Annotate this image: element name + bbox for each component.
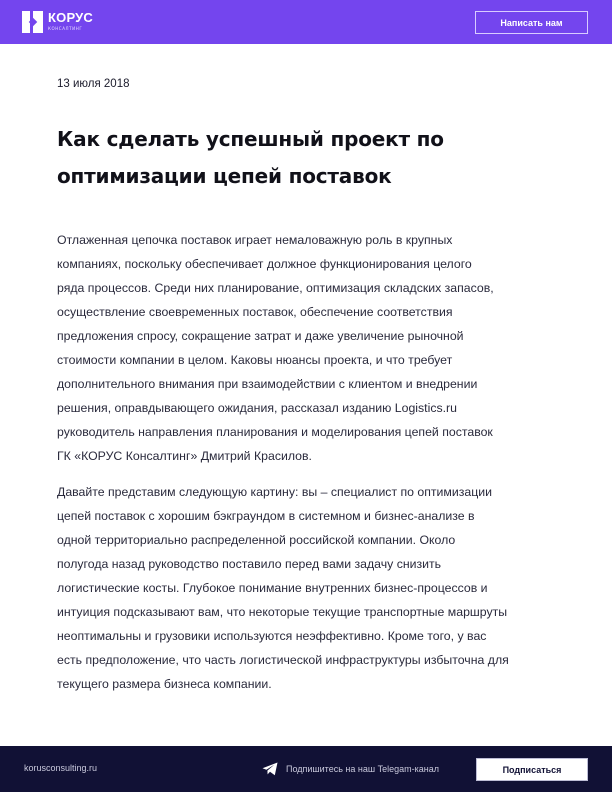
text-line: одной территориально распределенной российской компании. Около — [57, 533, 456, 547]
text-line: руководитель направления планирования и моделирования цепей поставок — [57, 425, 493, 439]
write-to-us-button[interactable]: Написать нам — [475, 11, 588, 34]
title-line: оптимизации цепей поставок — [57, 164, 392, 188]
article-title — [57, 121, 537, 195]
subscribe-button[interactable]: Подписаться — [476, 758, 588, 781]
text-line: осуществление своевременных поставок, обеспечение соответствия — [57, 305, 453, 319]
text-line: логистические косты. Глубокое понимание внутренних бизнес-процессов и — [57, 581, 488, 595]
text-line: Отлаженная цепочка поставок играет немаловажную роль в крупных — [57, 233, 453, 247]
text-line: дополнительного внимания при взаимодействии с клиентом и внедрении — [57, 377, 478, 391]
paper-plane-icon[interactable] — [262, 762, 278, 776]
logo-name: КОРУС — [48, 10, 94, 25]
article-date: 13 июля 2018 — [57, 78, 130, 90]
text-line: интуиция подсказывают вам, что некоторые текущие транспортные маршруты — [57, 605, 508, 619]
korus-logo-icon — [22, 11, 43, 33]
text-line: полугода назад руководство поставило перед вами задачу снизить — [57, 557, 442, 571]
text-line: ГК «КОРУС Консалтинг» Дмитрий Красилов. — [57, 449, 312, 463]
telegram-subscribe-text[interactable]: Подпишитесь на наш Telegam-канал — [286, 764, 439, 774]
title-line: Как сделать успешный проект по — [57, 127, 444, 151]
text-line: ряда процессов. Среди них планирование, оптимизация складских запасов, — [57, 281, 494, 295]
text-line: решения, оправдывающего ожидания, рассказал изданию Logistics.ru — [57, 401, 457, 415]
top-header — [0, 0, 612, 44]
text-line: текущего размера бизнеса компании. — [57, 677, 272, 691]
text-line: цепей поставок с хорошим бэкграундом в системном и бизнес-анализе в — [57, 509, 475, 523]
text-line: неоптимальны и грузовики используются неэффективно. Кроме того, у вас — [57, 629, 487, 643]
article-paragraph-1 — [57, 228, 557, 468]
logo-subtitle: КОНСАЛТИНГ — [48, 26, 83, 31]
text-line: есть предположение, что часть логистической инфраструктуры избыточна для — [57, 653, 509, 667]
korus-logo[interactable] — [22, 11, 93, 33]
site-link[interactable]: korusconsulting.ru — [24, 763, 98, 773]
text-line: предложения спросу, сокращение затрат и даже увеличение рыночной — [57, 329, 464, 343]
footer-bar — [0, 746, 612, 792]
text-line: компаниях, поскольку обеспечивает должное функционирования целого — [57, 257, 472, 271]
text-line: стоимости компании в целом. Каковы нюансы проекта, и что требует — [57, 353, 453, 367]
text-line: Давайте представим следующую картину: вы – специалист по оптимизации — [57, 485, 493, 499]
article-paragraph-2 — [57, 480, 557, 696]
